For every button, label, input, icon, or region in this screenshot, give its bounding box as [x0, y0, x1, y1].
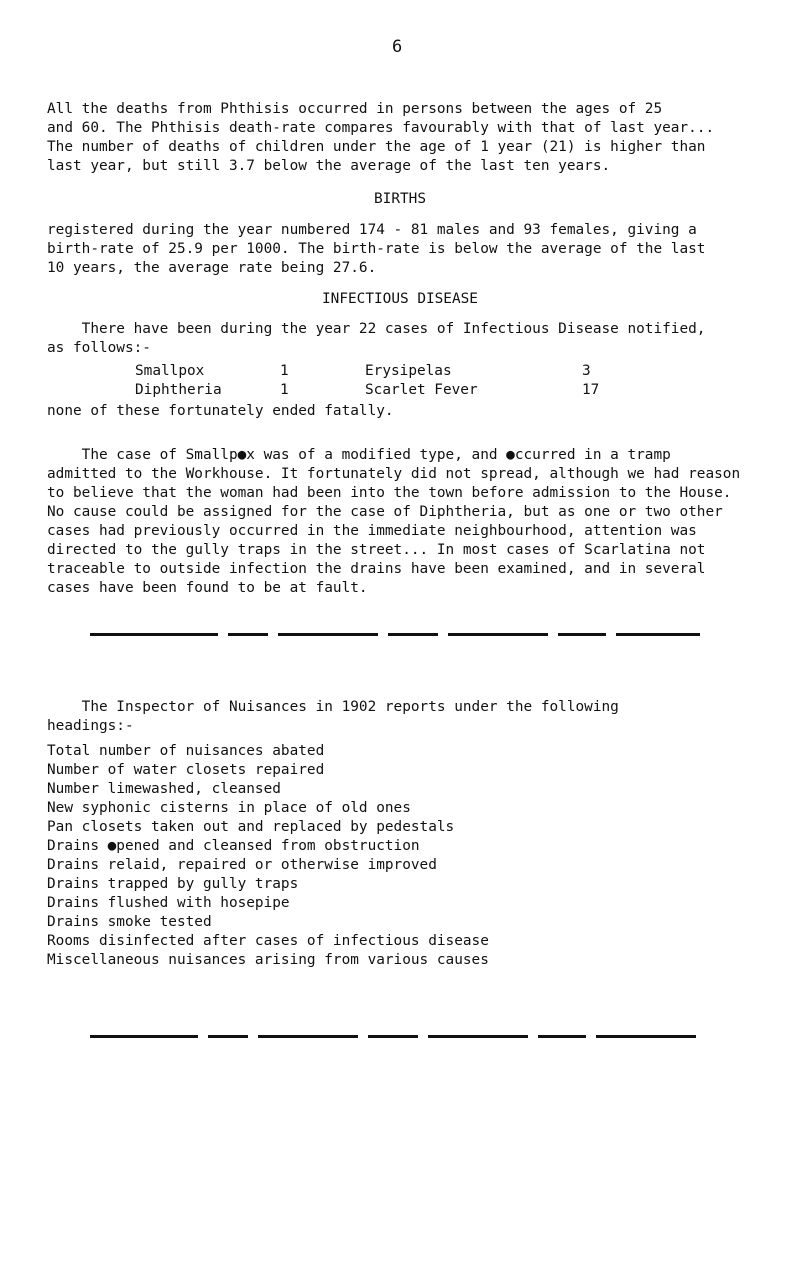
list-item: Drains ●pened and cleansed from obstruction — [47, 838, 420, 854]
list-item: Drains flushed with hosepipe — [47, 895, 290, 911]
nuisances-intro — [47, 698, 762, 736]
page-number: 6 — [392, 37, 403, 57]
section-divider — [90, 633, 700, 636]
text-line: All the deaths from Phthisis occurred in persons between the ages of 25 — [47, 101, 663, 117]
disease-name: Erysipelas — [365, 363, 452, 379]
text-line: headings:- — [47, 718, 134, 734]
text-line: admitted to the Workhouse. It fortunately did not spread, although we had reason — [47, 466, 741, 482]
section-divider — [90, 1035, 700, 1038]
disease-name: Scarlet Fever — [365, 382, 478, 398]
text-line: last year, but still 3.7 below the average of the last ten years. — [47, 158, 611, 174]
disease-name: Diphtheria — [135, 382, 222, 398]
disease-count: 1 — [280, 363, 289, 379]
list-item: Drains relaid, repaired or otherwise improved — [47, 857, 437, 873]
text-line: 10 years, the average rate being 27.6. — [47, 260, 377, 276]
nuisances-list — [47, 742, 762, 970]
smallpox-paragraph — [47, 446, 762, 598]
disease-name: Smallpox — [135, 363, 205, 379]
text-line: directed to the gully traps in the street... In most cases of Scarlatina not — [47, 542, 706, 558]
list-item: Number of water closets repaired — [47, 762, 325, 778]
text-line: as follows:- — [47, 340, 151, 356]
text-line: No cause could be assigned for the case of Diphtheria, but as one or two other — [47, 504, 723, 520]
list-item: Rooms disinfected after cases of infectious disease — [47, 933, 489, 949]
text-line: The case of Smallp●x was of a modified type, and ●ccurred in a tramp — [47, 447, 671, 463]
list-item: Number limewashed, cleansed — [47, 781, 281, 797]
infectious-intro — [47, 320, 762, 358]
phthisis-paragraph — [47, 100, 762, 176]
list-item: Pan closets taken out and replaced by pedestals — [47, 819, 455, 835]
text-line: There have been during the year 22 cases of Infectious Disease notified, — [47, 321, 706, 337]
disease-count: 1 — [280, 382, 289, 398]
text-line: and 60. The Phthisis death-rate compares favourably with that of last year... — [47, 120, 715, 136]
list-item: New syphonic cisterns in place of old ones — [47, 800, 411, 816]
disease-count: 3 — [582, 363, 591, 379]
disease-count: 17 — [582, 382, 600, 398]
text-line: cases had previously occurred in the immediate neighbourhood, attention was — [47, 523, 697, 539]
list-item: Miscellaneous nuisances arising from various causes — [47, 952, 489, 968]
text-line: to believe that the woman had been into the town before admission to the House. — [47, 485, 732, 501]
births-heading: BIRTHS — [374, 191, 426, 207]
table-row — [135, 362, 635, 381]
text-line: cases have been found to be at fault. — [47, 580, 368, 596]
list-item: Drains trapped by gully traps — [47, 876, 299, 892]
disease-table — [135, 362, 635, 400]
text-line: The Inspector of Nuisances in 1902 reports under the following — [47, 699, 619, 715]
infectious-outro — [47, 402, 762, 421]
table-row — [135, 381, 635, 400]
text-line: birth-rate of 25.9 per 1000. The birth-rate is below the average of the last — [47, 241, 706, 257]
list-item: Total number of nuisances abated — [47, 743, 325, 759]
text-line: none of these fortunately ended fatally. — [47, 403, 394, 419]
births-paragraph — [47, 221, 762, 278]
list-item: Drains smoke tested — [47, 914, 212, 930]
text-line: The number of deaths of children under the age of 1 year (21) is higher than — [47, 139, 706, 155]
infectious-disease-heading: INFECTIOUS DISEASE — [322, 291, 478, 307]
text-line: registered during the year numbered 174 - 81 males and 93 females, giving a — [47, 222, 697, 238]
text-line: traceable to outside infection the drains have been examined, and in several — [47, 561, 706, 577]
